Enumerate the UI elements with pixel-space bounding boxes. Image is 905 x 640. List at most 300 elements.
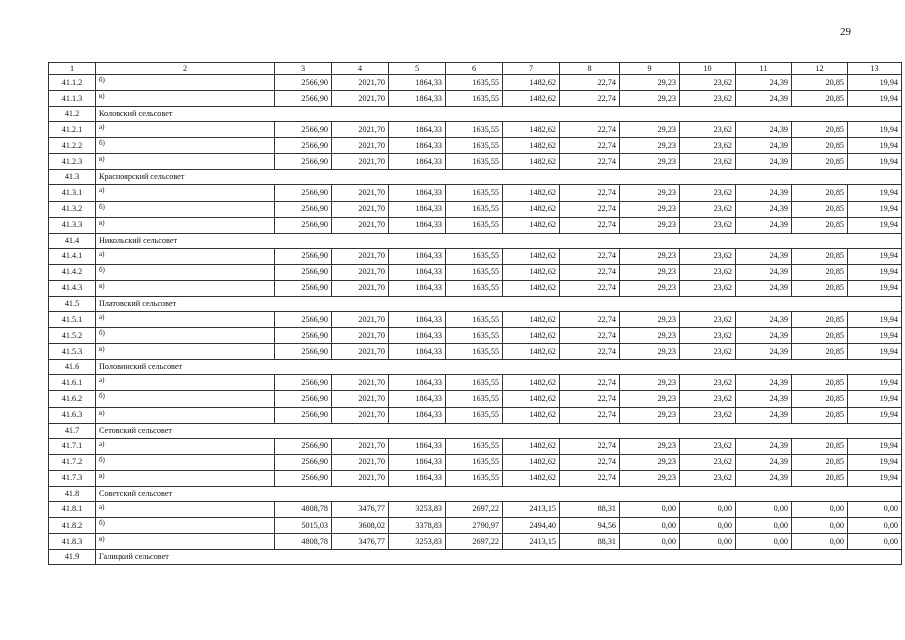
section-row bbox=[49, 360, 902, 375]
row-code: 41.4.3 bbox=[49, 280, 96, 296]
section-title: Красноярский сельсовет bbox=[96, 170, 902, 185]
value-cell: 2021,70 bbox=[332, 312, 389, 328]
table-row bbox=[49, 438, 902, 454]
value-cell: 24,39 bbox=[736, 217, 792, 233]
value-cell: 23,62 bbox=[680, 248, 736, 264]
value-cell: 23,62 bbox=[680, 328, 736, 344]
value-cell: 0,00 bbox=[792, 501, 848, 517]
value-cell: 22,74 bbox=[560, 185, 620, 201]
row-letter: б) bbox=[96, 328, 275, 344]
value-cell: 1635,55 bbox=[446, 344, 503, 360]
value-cell: 1864,33 bbox=[389, 122, 446, 138]
value-cell: 23,62 bbox=[680, 454, 736, 470]
value-cell: 1482,62 bbox=[503, 201, 560, 217]
row-letter: а) bbox=[96, 438, 275, 454]
value-cell: 3253,83 bbox=[389, 501, 446, 517]
column-header: 12 bbox=[792, 63, 848, 75]
value-cell: 1635,55 bbox=[446, 375, 503, 391]
value-cell: 1482,62 bbox=[503, 391, 560, 407]
value-cell: 2566,90 bbox=[275, 201, 332, 217]
value-cell: 4808,78 bbox=[275, 501, 332, 517]
value-cell: 1482,62 bbox=[503, 154, 560, 170]
value-cell: 1635,55 bbox=[446, 438, 503, 454]
value-cell: 0,00 bbox=[792, 517, 848, 533]
table-row bbox=[49, 122, 902, 138]
value-cell: 22,74 bbox=[560, 375, 620, 391]
column-header: 11 bbox=[736, 63, 792, 75]
value-cell: 20,85 bbox=[792, 375, 848, 391]
value-cell: 24,39 bbox=[736, 312, 792, 328]
value-cell: 1864,33 bbox=[389, 391, 446, 407]
row-letter: б) bbox=[96, 75, 275, 91]
row-code: 41.3.2 bbox=[49, 201, 96, 217]
value-cell: 1635,55 bbox=[446, 454, 503, 470]
value-cell: 2021,70 bbox=[332, 391, 389, 407]
value-cell: 2566,90 bbox=[275, 470, 332, 486]
value-cell: 2566,90 bbox=[275, 264, 332, 280]
value-cell: 23,62 bbox=[680, 138, 736, 154]
value-cell: 29,23 bbox=[620, 328, 680, 344]
section-title: Коловский сельсовет bbox=[96, 107, 902, 122]
row-code: 41.6.2 bbox=[49, 391, 96, 407]
value-cell: 1864,33 bbox=[389, 375, 446, 391]
section-title: Сетовский сельсовет bbox=[96, 423, 902, 438]
row-code: 41.5.1 bbox=[49, 312, 96, 328]
column-header: 8 bbox=[560, 63, 620, 75]
value-cell: 3608,02 bbox=[332, 517, 389, 533]
value-cell: 24,39 bbox=[736, 75, 792, 91]
value-cell: 1635,55 bbox=[446, 312, 503, 328]
value-cell: 29,23 bbox=[620, 375, 680, 391]
value-cell: 1482,62 bbox=[503, 280, 560, 296]
value-cell: 1635,55 bbox=[446, 75, 503, 91]
column-header: 6 bbox=[446, 63, 503, 75]
value-cell: 29,23 bbox=[620, 154, 680, 170]
value-cell: 2566,90 bbox=[275, 75, 332, 91]
table-row bbox=[49, 501, 902, 517]
row-code: 41.7.1 bbox=[49, 438, 96, 454]
value-cell: 0,00 bbox=[736, 517, 792, 533]
value-cell: 24,39 bbox=[736, 328, 792, 344]
value-cell: 22,74 bbox=[560, 438, 620, 454]
value-cell: 19,94 bbox=[848, 91, 902, 107]
value-cell: 24,39 bbox=[736, 201, 792, 217]
value-cell: 1635,55 bbox=[446, 154, 503, 170]
row-letter: в) bbox=[96, 470, 275, 486]
section-row bbox=[49, 297, 902, 312]
value-cell: 88,31 bbox=[560, 501, 620, 517]
row-code: 41.8.1 bbox=[49, 501, 96, 517]
table-row bbox=[49, 280, 902, 296]
row-code: 41.5.3 bbox=[49, 344, 96, 360]
value-cell: 1482,62 bbox=[503, 122, 560, 138]
value-cell: 23,62 bbox=[680, 217, 736, 233]
value-cell: 1864,33 bbox=[389, 264, 446, 280]
value-cell: 2021,70 bbox=[332, 122, 389, 138]
value-cell: 1864,33 bbox=[389, 312, 446, 328]
value-cell: 23,62 bbox=[680, 154, 736, 170]
value-cell: 1864,33 bbox=[389, 328, 446, 344]
table-row bbox=[49, 470, 902, 486]
value-cell: 19,94 bbox=[848, 470, 902, 486]
row-code: 41.3.1 bbox=[49, 185, 96, 201]
value-cell: 1482,62 bbox=[503, 375, 560, 391]
row-code: 41.4.2 bbox=[49, 264, 96, 280]
value-cell: 0,00 bbox=[736, 501, 792, 517]
value-cell: 1635,55 bbox=[446, 138, 503, 154]
value-cell: 29,23 bbox=[620, 217, 680, 233]
value-cell: 23,62 bbox=[680, 407, 736, 423]
value-cell: 2021,70 bbox=[332, 344, 389, 360]
value-cell: 24,39 bbox=[736, 391, 792, 407]
value-cell: 1864,33 bbox=[389, 344, 446, 360]
value-cell: 3476,77 bbox=[332, 501, 389, 517]
value-cell: 29,23 bbox=[620, 264, 680, 280]
row-letter: в) bbox=[96, 154, 275, 170]
value-cell: 2021,70 bbox=[332, 470, 389, 486]
value-cell: 2566,90 bbox=[275, 91, 332, 107]
section-row bbox=[49, 233, 902, 248]
table-row bbox=[49, 328, 902, 344]
row-letter: б) bbox=[96, 391, 275, 407]
value-cell: 1482,62 bbox=[503, 264, 560, 280]
value-cell: 0,00 bbox=[680, 501, 736, 517]
value-cell: 1864,33 bbox=[389, 154, 446, 170]
table-row bbox=[49, 391, 902, 407]
value-cell: 0,00 bbox=[848, 517, 902, 533]
value-cell: 1864,33 bbox=[389, 138, 446, 154]
value-cell: 2021,70 bbox=[332, 217, 389, 233]
value-cell: 22,74 bbox=[560, 454, 620, 470]
value-cell: 1635,55 bbox=[446, 217, 503, 233]
table-row bbox=[49, 454, 902, 470]
value-cell: 2021,70 bbox=[332, 264, 389, 280]
value-cell: 20,85 bbox=[792, 264, 848, 280]
value-cell: 24,39 bbox=[736, 344, 792, 360]
table-row bbox=[49, 138, 902, 154]
row-letter: а) bbox=[96, 375, 275, 391]
value-cell: 1482,62 bbox=[503, 407, 560, 423]
section-code: 41.5 bbox=[49, 297, 96, 312]
value-cell: 0,00 bbox=[680, 534, 736, 550]
value-cell: 29,23 bbox=[620, 122, 680, 138]
value-cell: 1482,62 bbox=[503, 217, 560, 233]
value-cell: 2566,90 bbox=[275, 185, 332, 201]
value-cell: 1864,33 bbox=[389, 248, 446, 264]
value-cell: 22,74 bbox=[560, 138, 620, 154]
value-cell: 2021,70 bbox=[332, 438, 389, 454]
value-cell: 24,39 bbox=[736, 248, 792, 264]
value-cell: 22,74 bbox=[560, 201, 620, 217]
value-cell: 19,94 bbox=[848, 454, 902, 470]
table-row bbox=[49, 75, 902, 91]
table-row bbox=[49, 217, 902, 233]
row-letter: б) bbox=[96, 454, 275, 470]
value-cell: 20,85 bbox=[792, 122, 848, 138]
value-cell: 5015,03 bbox=[275, 517, 332, 533]
value-cell: 2021,70 bbox=[332, 138, 389, 154]
section-code: 41.4 bbox=[49, 233, 96, 248]
value-cell: 2021,70 bbox=[332, 454, 389, 470]
value-cell: 2566,90 bbox=[275, 280, 332, 296]
row-letter: в) bbox=[96, 91, 275, 107]
table-row bbox=[49, 248, 902, 264]
column-header: 13 bbox=[848, 63, 902, 75]
value-cell: 22,74 bbox=[560, 75, 620, 91]
value-cell: 2021,70 bbox=[332, 407, 389, 423]
row-letter: в) bbox=[96, 217, 275, 233]
value-cell: 1482,62 bbox=[503, 470, 560, 486]
value-cell: 1482,62 bbox=[503, 248, 560, 264]
row-code: 41.2.3 bbox=[49, 154, 96, 170]
value-cell: 3378,83 bbox=[389, 517, 446, 533]
value-cell: 19,94 bbox=[848, 328, 902, 344]
section-code: 41.2 bbox=[49, 107, 96, 122]
row-letter: в) bbox=[96, 534, 275, 550]
value-cell: 19,94 bbox=[848, 344, 902, 360]
value-cell: 1864,33 bbox=[389, 280, 446, 296]
value-cell: 29,23 bbox=[620, 185, 680, 201]
value-cell: 2021,70 bbox=[332, 154, 389, 170]
value-cell: 19,94 bbox=[848, 438, 902, 454]
value-cell: 1864,33 bbox=[389, 217, 446, 233]
row-code: 41.8.2 bbox=[49, 517, 96, 533]
value-cell: 1864,33 bbox=[389, 91, 446, 107]
value-cell: 23,62 bbox=[680, 375, 736, 391]
value-cell: 23,62 bbox=[680, 312, 736, 328]
value-cell: 1635,55 bbox=[446, 201, 503, 217]
table-row bbox=[49, 312, 902, 328]
value-cell: 19,94 bbox=[848, 185, 902, 201]
value-cell: 19,94 bbox=[848, 201, 902, 217]
value-cell: 1864,33 bbox=[389, 407, 446, 423]
row-letter: б) bbox=[96, 264, 275, 280]
section-title: Никольский сельсовет bbox=[96, 233, 902, 248]
value-cell: 29,23 bbox=[620, 344, 680, 360]
value-cell: 2566,90 bbox=[275, 122, 332, 138]
value-cell: 29,23 bbox=[620, 75, 680, 91]
value-cell: 20,85 bbox=[792, 185, 848, 201]
value-cell: 4808,78 bbox=[275, 534, 332, 550]
value-cell: 1482,62 bbox=[503, 91, 560, 107]
table-body bbox=[49, 75, 902, 565]
section-row bbox=[49, 170, 902, 185]
value-cell: 0,00 bbox=[792, 534, 848, 550]
value-cell: 23,62 bbox=[680, 91, 736, 107]
value-cell: 1864,33 bbox=[389, 185, 446, 201]
value-cell: 2021,70 bbox=[332, 375, 389, 391]
value-cell: 2790,97 bbox=[446, 517, 503, 533]
value-cell: 20,85 bbox=[792, 138, 848, 154]
table-row bbox=[49, 154, 902, 170]
value-cell: 29,23 bbox=[620, 454, 680, 470]
value-cell: 0,00 bbox=[620, 501, 680, 517]
value-cell: 22,74 bbox=[560, 407, 620, 423]
value-cell: 24,39 bbox=[736, 122, 792, 138]
value-cell: 23,62 bbox=[680, 122, 736, 138]
value-cell: 24,39 bbox=[736, 438, 792, 454]
column-header: 1 bbox=[49, 63, 96, 75]
value-cell: 0,00 bbox=[620, 534, 680, 550]
value-cell: 1482,62 bbox=[503, 454, 560, 470]
value-cell: 23,62 bbox=[680, 470, 736, 486]
section-row bbox=[49, 550, 902, 565]
value-cell: 22,74 bbox=[560, 264, 620, 280]
value-cell: 1864,33 bbox=[389, 201, 446, 217]
value-cell: 24,39 bbox=[736, 185, 792, 201]
value-cell: 22,74 bbox=[560, 344, 620, 360]
value-cell: 2566,90 bbox=[275, 454, 332, 470]
row-code: 41.1.3 bbox=[49, 91, 96, 107]
value-cell: 1482,62 bbox=[503, 185, 560, 201]
value-cell: 19,94 bbox=[848, 217, 902, 233]
value-cell: 22,74 bbox=[560, 328, 620, 344]
value-cell: 29,23 bbox=[620, 138, 680, 154]
table-row bbox=[49, 534, 902, 550]
value-cell: 23,62 bbox=[680, 264, 736, 280]
value-cell: 22,74 bbox=[560, 280, 620, 296]
row-code: 41.6.1 bbox=[49, 375, 96, 391]
value-cell: 1864,33 bbox=[389, 75, 446, 91]
value-cell: 0,00 bbox=[736, 534, 792, 550]
value-cell: 22,74 bbox=[560, 91, 620, 107]
value-cell: 1482,62 bbox=[503, 312, 560, 328]
value-cell: 19,94 bbox=[848, 154, 902, 170]
value-cell: 22,74 bbox=[560, 391, 620, 407]
value-cell: 2566,90 bbox=[275, 248, 332, 264]
value-cell: 1864,33 bbox=[389, 454, 446, 470]
value-cell: 23,62 bbox=[680, 185, 736, 201]
row-code: 41.7.2 bbox=[49, 454, 96, 470]
value-cell: 20,85 bbox=[792, 391, 848, 407]
value-cell: 24,39 bbox=[736, 454, 792, 470]
value-cell: 1864,33 bbox=[389, 438, 446, 454]
section-row bbox=[49, 423, 902, 438]
value-cell: 22,74 bbox=[560, 248, 620, 264]
value-cell: 29,23 bbox=[620, 470, 680, 486]
value-cell: 19,94 bbox=[848, 407, 902, 423]
value-cell: 19,94 bbox=[848, 280, 902, 296]
value-cell: 24,39 bbox=[736, 470, 792, 486]
row-letter: в) bbox=[96, 344, 275, 360]
table-row bbox=[49, 344, 902, 360]
value-cell: 1635,55 bbox=[446, 185, 503, 201]
value-cell: 2566,90 bbox=[275, 138, 332, 154]
column-header: 9 bbox=[620, 63, 680, 75]
tariff-table bbox=[48, 62, 902, 565]
value-cell: 22,74 bbox=[560, 122, 620, 138]
section-code: 41.7 bbox=[49, 423, 96, 438]
table-row bbox=[49, 91, 902, 107]
value-cell: 23,62 bbox=[680, 438, 736, 454]
value-cell: 23,62 bbox=[680, 75, 736, 91]
value-cell: 2566,90 bbox=[275, 217, 332, 233]
value-cell: 20,85 bbox=[792, 312, 848, 328]
value-cell: 2021,70 bbox=[332, 248, 389, 264]
value-cell: 2021,70 bbox=[332, 91, 389, 107]
value-cell: 2566,90 bbox=[275, 375, 332, 391]
value-cell: 2021,70 bbox=[332, 75, 389, 91]
section-title: Платовский сельсовет bbox=[96, 297, 902, 312]
section-code: 41.9 bbox=[49, 550, 96, 565]
value-cell: 19,94 bbox=[848, 391, 902, 407]
column-header: 10 bbox=[680, 63, 736, 75]
value-cell: 24,39 bbox=[736, 375, 792, 391]
table-row bbox=[49, 375, 902, 391]
value-cell: 20,85 bbox=[792, 201, 848, 217]
value-cell: 2494,40 bbox=[503, 517, 560, 533]
value-cell: 3253,83 bbox=[389, 534, 446, 550]
row-letter: а) bbox=[96, 501, 275, 517]
value-cell: 0,00 bbox=[848, 534, 902, 550]
value-cell: 22,74 bbox=[560, 312, 620, 328]
value-cell: 20,85 bbox=[792, 248, 848, 264]
value-cell: 1482,62 bbox=[503, 138, 560, 154]
value-cell: 0,00 bbox=[680, 517, 736, 533]
value-cell: 2566,90 bbox=[275, 328, 332, 344]
value-cell: 2413,15 bbox=[503, 501, 560, 517]
row-code: 41.2.1 bbox=[49, 122, 96, 138]
value-cell: 2021,70 bbox=[332, 201, 389, 217]
value-cell: 22,74 bbox=[560, 217, 620, 233]
value-cell: 1635,55 bbox=[446, 391, 503, 407]
section-code: 41.6 bbox=[49, 360, 96, 375]
table-row bbox=[49, 517, 902, 533]
value-cell: 19,94 bbox=[848, 75, 902, 91]
value-cell: 20,85 bbox=[792, 407, 848, 423]
row-letter: а) bbox=[96, 122, 275, 138]
row-letter: б) bbox=[96, 201, 275, 217]
value-cell: 2566,90 bbox=[275, 344, 332, 360]
value-cell: 2697,22 bbox=[446, 534, 503, 550]
value-cell: 29,23 bbox=[620, 91, 680, 107]
value-cell: 94,56 bbox=[560, 517, 620, 533]
value-cell: 19,94 bbox=[848, 248, 902, 264]
value-cell: 2021,70 bbox=[332, 328, 389, 344]
row-code: 41.1.2 bbox=[49, 75, 96, 91]
section-code: 41.3 bbox=[49, 170, 96, 185]
value-cell: 1635,55 bbox=[446, 91, 503, 107]
value-cell: 20,85 bbox=[792, 328, 848, 344]
table-row bbox=[49, 201, 902, 217]
value-cell: 29,23 bbox=[620, 312, 680, 328]
value-cell: 88,31 bbox=[560, 534, 620, 550]
column-header: 2 bbox=[96, 63, 275, 75]
value-cell: 29,23 bbox=[620, 438, 680, 454]
value-cell: 22,74 bbox=[560, 154, 620, 170]
row-letter: в) bbox=[96, 407, 275, 423]
table-row bbox=[49, 407, 902, 423]
value-cell: 24,39 bbox=[736, 407, 792, 423]
value-cell: 24,39 bbox=[736, 280, 792, 296]
row-code: 41.5.2 bbox=[49, 328, 96, 344]
row-code: 41.8.3 bbox=[49, 534, 96, 550]
value-cell: 1482,62 bbox=[503, 438, 560, 454]
value-cell: 2021,70 bbox=[332, 185, 389, 201]
value-cell: 2566,90 bbox=[275, 391, 332, 407]
row-code: 41.2.2 bbox=[49, 138, 96, 154]
value-cell: 29,23 bbox=[620, 407, 680, 423]
page-number: 29 bbox=[840, 26, 851, 38]
table-row bbox=[49, 264, 902, 280]
value-cell: 1635,55 bbox=[446, 407, 503, 423]
value-cell: 1482,62 bbox=[503, 328, 560, 344]
section-code: 41.8 bbox=[49, 486, 96, 501]
value-cell: 1482,62 bbox=[503, 344, 560, 360]
value-cell: 3476,77 bbox=[332, 534, 389, 550]
value-cell: 29,23 bbox=[620, 201, 680, 217]
value-cell: 2413,15 bbox=[503, 534, 560, 550]
